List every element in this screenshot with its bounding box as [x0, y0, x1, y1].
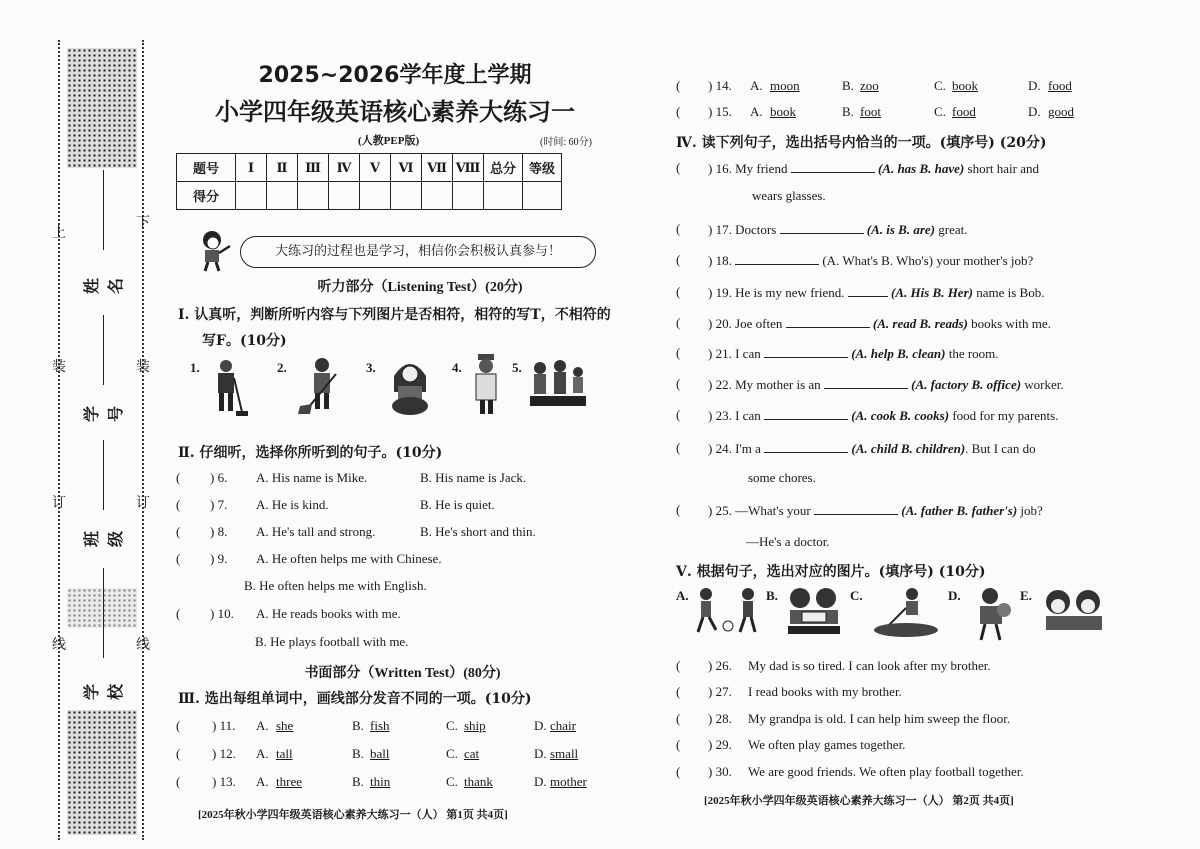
- question-15-word-d: good: [1048, 104, 1074, 119]
- question-10-number: ) 10.: [210, 606, 234, 621]
- class-label: 班级: [82, 531, 125, 548]
- question-7-option-b: B. He is quiet.: [420, 497, 495, 512]
- school-line: [103, 568, 104, 658]
- section-1-title: Ⅰ. 认真听，判断所听内容与下列图片是否相符，相符的写T，不相符的: [178, 307, 611, 323]
- section-4-title: Ⅳ. 读下列句子，选出括号内恰当的一项。(填序号) (20分): [676, 135, 1047, 151]
- answer-paren[interactable]: (: [676, 345, 681, 360]
- score-table-score-row: [177, 182, 562, 210]
- question-14-word-d: food: [1048, 78, 1072, 93]
- question-8-option-a: A. He's tall and strong.: [256, 524, 376, 539]
- question-8-number: ) 8.: [210, 524, 228, 539]
- question-11-word-a: she: [276, 718, 294, 733]
- question-11-word-b: fish: [370, 718, 390, 733]
- question-9-option-b: B. He often helps me with English.: [244, 578, 427, 593]
- question-15-word-c: food: [952, 104, 976, 119]
- question-19: ) 19. He is my new friend. (A. His B. Her) name is Bob.: [708, 285, 1045, 300]
- pic-label-4: 4.: [452, 360, 462, 375]
- question-14-word-a: moon: [770, 78, 800, 93]
- question-11-label-c: C.: [446, 718, 458, 733]
- question-13-word-c: thank: [464, 774, 493, 789]
- cut-mark: 订: [52, 495, 66, 511]
- question-13-label-d: D.: [534, 774, 547, 789]
- answer-blank[interactable]: [764, 345, 848, 358]
- question-14-word-c: book: [952, 78, 978, 93]
- motto-speech-bubble: 大练习的过程也是学习，相信你会积极认真参与！: [240, 236, 596, 268]
- question-28-text: My grandpa is old. I can help him sweep the floor.: [748, 711, 1011, 726]
- question-24-cont: some chores.: [748, 470, 816, 485]
- score-table-col: Ⅲ: [298, 154, 329, 182]
- question-11-label-b: B.: [352, 718, 364, 733]
- answer-blank[interactable]: [848, 284, 888, 297]
- cut-mark: 上: [52, 225, 66, 241]
- score-table-col: Ⅰ: [236, 154, 267, 182]
- question-14-label-d: D.: [1028, 78, 1041, 93]
- score-table-col: 总分: [484, 154, 523, 182]
- page-footer-left: [2025年秋小学四年级英语核心素养大练习一（人） 第1页 共4页]: [198, 809, 508, 821]
- question-20: ) 20. Joe often (A. read B. reads) books with me.: [708, 316, 1051, 331]
- question-25-cont: —He's a doctor.: [746, 534, 830, 549]
- pic-label-2: 2.: [277, 360, 287, 375]
- answer-blank[interactable]: [824, 376, 908, 389]
- score-table-col: Ⅳ: [329, 154, 360, 182]
- question-13-label-b: B.: [352, 774, 364, 789]
- answer-paren[interactable]: (: [676, 764, 681, 779]
- cut-mark: 装: [136, 359, 150, 375]
- answer-paren[interactable]: (: [676, 737, 681, 752]
- question-11-word-c: ship: [464, 718, 486, 733]
- question-12-label-d: D.: [534, 746, 547, 761]
- kids-reading-icon: [784, 586, 844, 638]
- question-13-word-b: thin: [370, 774, 391, 789]
- score-table-col: Ⅶ: [422, 154, 453, 182]
- question-10-option-a: A. He reads books with me.: [256, 606, 401, 621]
- question-12-label-a: A.: [256, 746, 269, 761]
- score-cell[interactable]: [484, 182, 523, 210]
- question-22: ) 22. My mother is an (A. factory B. office) worker.: [708, 377, 1064, 392]
- binding-margin: [52, 40, 150, 840]
- answer-paren[interactable]: (: [176, 470, 181, 485]
- listening-section-title: 听力部分（Listening Test）(20分): [317, 280, 523, 295]
- pic-label-e: E.: [1020, 588, 1032, 603]
- score-cell[interactable]: [329, 182, 360, 210]
- score-table-col: Ⅴ: [360, 154, 391, 182]
- pic-label-b: B.: [766, 588, 778, 603]
- score-cell[interactable]: [523, 182, 562, 210]
- name-label: 姓名: [82, 278, 125, 295]
- score-cell[interactable]: [453, 182, 484, 210]
- answer-paren[interactable]: (: [676, 658, 681, 673]
- question-12-label-c: C.: [446, 746, 458, 761]
- question-6-option-b: B. His name is Jack.: [420, 470, 527, 485]
- section-2-title: Ⅱ. 仔细听，选择你所听到的句子。(10分): [178, 445, 443, 461]
- score-table-col: Ⅷ: [453, 154, 484, 182]
- question-15-label-d: D.: [1028, 104, 1041, 119]
- sweeping-floor-icon: [866, 586, 940, 638]
- question-12-word-a: tall: [276, 746, 293, 761]
- question-6-option-a: A. His name is Mike.: [256, 470, 368, 485]
- question-16: ) 16. My friend (A. has B. have) short hair and: [708, 161, 1039, 176]
- question-16-cont: wears glasses.: [752, 188, 826, 203]
- pattern-block-middle: [67, 588, 137, 628]
- answer-blank[interactable]: [780, 221, 864, 234]
- cut-mark: 线: [136, 637, 150, 653]
- question-15-word-a: book: [770, 104, 796, 119]
- name-line: [103, 170, 104, 250]
- cut-mark: 下: [136, 215, 150, 231]
- question-14-number: ) 14.: [708, 78, 732, 93]
- answer-paren[interactable]: (: [176, 746, 181, 761]
- score-table: [176, 153, 562, 210]
- answer-paren[interactable]: (: [176, 497, 181, 512]
- question-7-number: ) 7.: [210, 497, 228, 512]
- answer-blank[interactable]: [814, 502, 898, 515]
- question-7-option-a: A. He is kind.: [256, 497, 329, 512]
- question-9-option-a: A. He often helps me with Chinese.: [256, 551, 442, 566]
- cut-mark: 订: [136, 495, 150, 511]
- answer-paren[interactable]: (: [676, 104, 681, 119]
- answer-blank[interactable]: [735, 252, 819, 265]
- answer-blank[interactable]: [791, 160, 875, 173]
- question-13-number: ) 13.: [212, 774, 236, 789]
- time-label: (时间: 60分): [540, 137, 592, 148]
- answer-paren[interactable]: (: [676, 440, 681, 455]
- question-12-word-b: ball: [370, 746, 390, 761]
- question-29-number: ) 29.: [708, 737, 732, 752]
- question-11-word-d: chair: [550, 718, 576, 733]
- question-15-label-b: B.: [842, 104, 854, 119]
- answer-paren[interactable]: (: [176, 718, 181, 733]
- cut-mark: 装: [52, 359, 66, 375]
- answer-paren[interactable]: (: [676, 160, 681, 175]
- written-section-title: 书面部分（Written Test）(80分): [304, 666, 501, 681]
- woman-cooking-icon: [384, 356, 436, 418]
- question-30-number: ) 30.: [708, 764, 732, 779]
- answer-paren[interactable]: (: [676, 284, 681, 299]
- question-13-label-c: C.: [446, 774, 458, 789]
- question-18: ) 18. (A. What's B. Who's) your mother's job?: [708, 253, 1034, 268]
- school-label: 学校: [82, 684, 125, 701]
- question-25: ) 25. —What's your (A. father B. father's) job?: [708, 503, 1043, 518]
- answer-paren[interactable]: (: [676, 78, 681, 93]
- answer-blank[interactable]: [786, 315, 870, 328]
- section-3-title: Ⅲ. 选出每组单词中，画线部分发音不同的一项。(10分): [178, 691, 532, 707]
- question-6-number: ) 6.: [210, 470, 228, 485]
- question-8-option-b: B. He's short and thin.: [420, 524, 536, 539]
- question-24: ) 24. I'm a (A. child B. children). But I can do: [708, 441, 1036, 456]
- question-15-label-a: A.: [750, 104, 763, 119]
- question-29-text: We often play games together.: [748, 737, 906, 752]
- question-9-number: ) 9.: [210, 551, 228, 566]
- question-21: ) 21. I can (A. help B. clean) the room.: [708, 346, 999, 361]
- pic-label-c: C.: [850, 588, 863, 603]
- question-11-number: ) 11.: [212, 718, 236, 733]
- section-1-title-cont: 写F。(10分): [202, 333, 287, 349]
- answer-paren[interactable]: (: [676, 502, 681, 517]
- answer-paren[interactable]: (: [676, 252, 681, 267]
- pic-label-5: 5.: [512, 360, 522, 375]
- score-cell[interactable]: [267, 182, 298, 210]
- question-14-word-b: zoo: [860, 78, 879, 93]
- answer-paren[interactable]: (: [676, 221, 681, 236]
- question-27-number: ) 27.: [708, 684, 732, 699]
- pic-label-3: 3.: [366, 360, 376, 375]
- pic-label-1: 1.: [190, 360, 200, 375]
- score-table-row-label: 题号: [177, 154, 236, 182]
- cut-mark: 线: [52, 637, 66, 653]
- question-26-number: ) 26.: [708, 658, 732, 673]
- question-28-number: ) 28.: [708, 711, 732, 726]
- pattern-block-top: [67, 48, 137, 168]
- exam-title-year: 2025~2026学年度上学期: [258, 63, 532, 88]
- question-14-label-b: B.: [842, 78, 854, 93]
- family-scene-icon: [528, 360, 588, 410]
- answer-paren[interactable]: (: [676, 315, 681, 330]
- question-12-word-d: small: [550, 746, 579, 761]
- pic-label-d: D.: [948, 588, 961, 603]
- kids-playing-games-icon: [1036, 586, 1112, 636]
- score-cell[interactable]: [236, 182, 267, 210]
- dotted-line-right: [142, 40, 144, 840]
- question-17: ) 17. Doctors (A. is B. are) great.: [708, 222, 968, 237]
- question-13-word-a: three: [276, 774, 302, 789]
- answer-paren[interactable]: (: [176, 524, 181, 539]
- child-carrying-baby-icon: [966, 586, 1018, 642]
- sweeping-worker-icon: [296, 356, 348, 416]
- answer-paren[interactable]: (: [176, 606, 181, 621]
- question-14-label-a: A.: [750, 78, 763, 93]
- score-cell[interactable]: [360, 182, 391, 210]
- answer-paren[interactable]: (: [676, 711, 681, 726]
- question-13-word-d: mother: [550, 774, 587, 789]
- doctor-icon: [468, 354, 504, 416]
- answer-paren[interactable]: (: [676, 407, 681, 422]
- pattern-block-bottom: [67, 710, 137, 835]
- edition-label: (人教PEP版): [358, 135, 420, 147]
- score-table-col: Ⅵ: [391, 154, 422, 182]
- score-cell[interactable]: [391, 182, 422, 210]
- question-15-label-c: C.: [934, 104, 946, 119]
- page-footer-right: [2025年秋小学四年级英语核心素养大练习一（人） 第2页 共4页]: [704, 795, 1014, 807]
- answer-paren[interactable]: (: [176, 551, 181, 566]
- score-table-col: 等级: [523, 154, 562, 182]
- score-table-col: Ⅱ: [267, 154, 298, 182]
- answer-paren[interactable]: (: [676, 376, 681, 391]
- question-27-text: I read books with my brother.: [748, 684, 902, 699]
- pic-label-a: A.: [676, 588, 689, 603]
- question-15-number: ) 15.: [708, 104, 732, 119]
- answer-paren[interactable]: (: [676, 684, 681, 699]
- score-table-header-row: [177, 154, 562, 182]
- question-26-text: My dad is so tired. I can look after my brother.: [748, 658, 991, 673]
- section-5-title: Ⅴ. 根据句子，选出对应的图片。(填序号) (10分): [676, 564, 986, 580]
- question-10-option-b: B. He plays football with me.: [255, 634, 409, 649]
- score-cell[interactable]: [422, 182, 453, 210]
- question-23: ) 23. I can (A. cook B. cooks) food for my parents.: [708, 408, 1059, 423]
- mopping-worker-icon: [206, 358, 250, 420]
- question-12-number: ) 12.: [212, 746, 236, 761]
- question-11-label-d: D.: [534, 718, 547, 733]
- dotted-line-left: [58, 40, 60, 840]
- question-12-label-b: B.: [352, 746, 364, 761]
- question-30-text: We are good friends. We often play football together.: [748, 764, 1024, 779]
- answer-paren[interactable]: (: [176, 774, 181, 789]
- question-13-label-a: A.: [256, 774, 269, 789]
- question-11-label-a: A.: [256, 718, 269, 733]
- question-15-word-b: foot: [860, 104, 881, 119]
- answer-blank[interactable]: [764, 440, 848, 453]
- question-14-label-c: C.: [934, 78, 946, 93]
- score-cell[interactable]: [298, 182, 329, 210]
- question-12-word-c: cat: [464, 746, 480, 761]
- number-label: 学号: [82, 406, 125, 423]
- exam-title-main: 小学四年级英语核心素养大练习一: [215, 98, 575, 126]
- student-cartoon-icon: [196, 228, 232, 272]
- number-line: [103, 315, 104, 385]
- score-table-row-label: 得分: [177, 182, 236, 210]
- class-line: [103, 440, 104, 510]
- kids-playing-football-icon: [692, 586, 762, 638]
- answer-blank[interactable]: [764, 407, 848, 420]
